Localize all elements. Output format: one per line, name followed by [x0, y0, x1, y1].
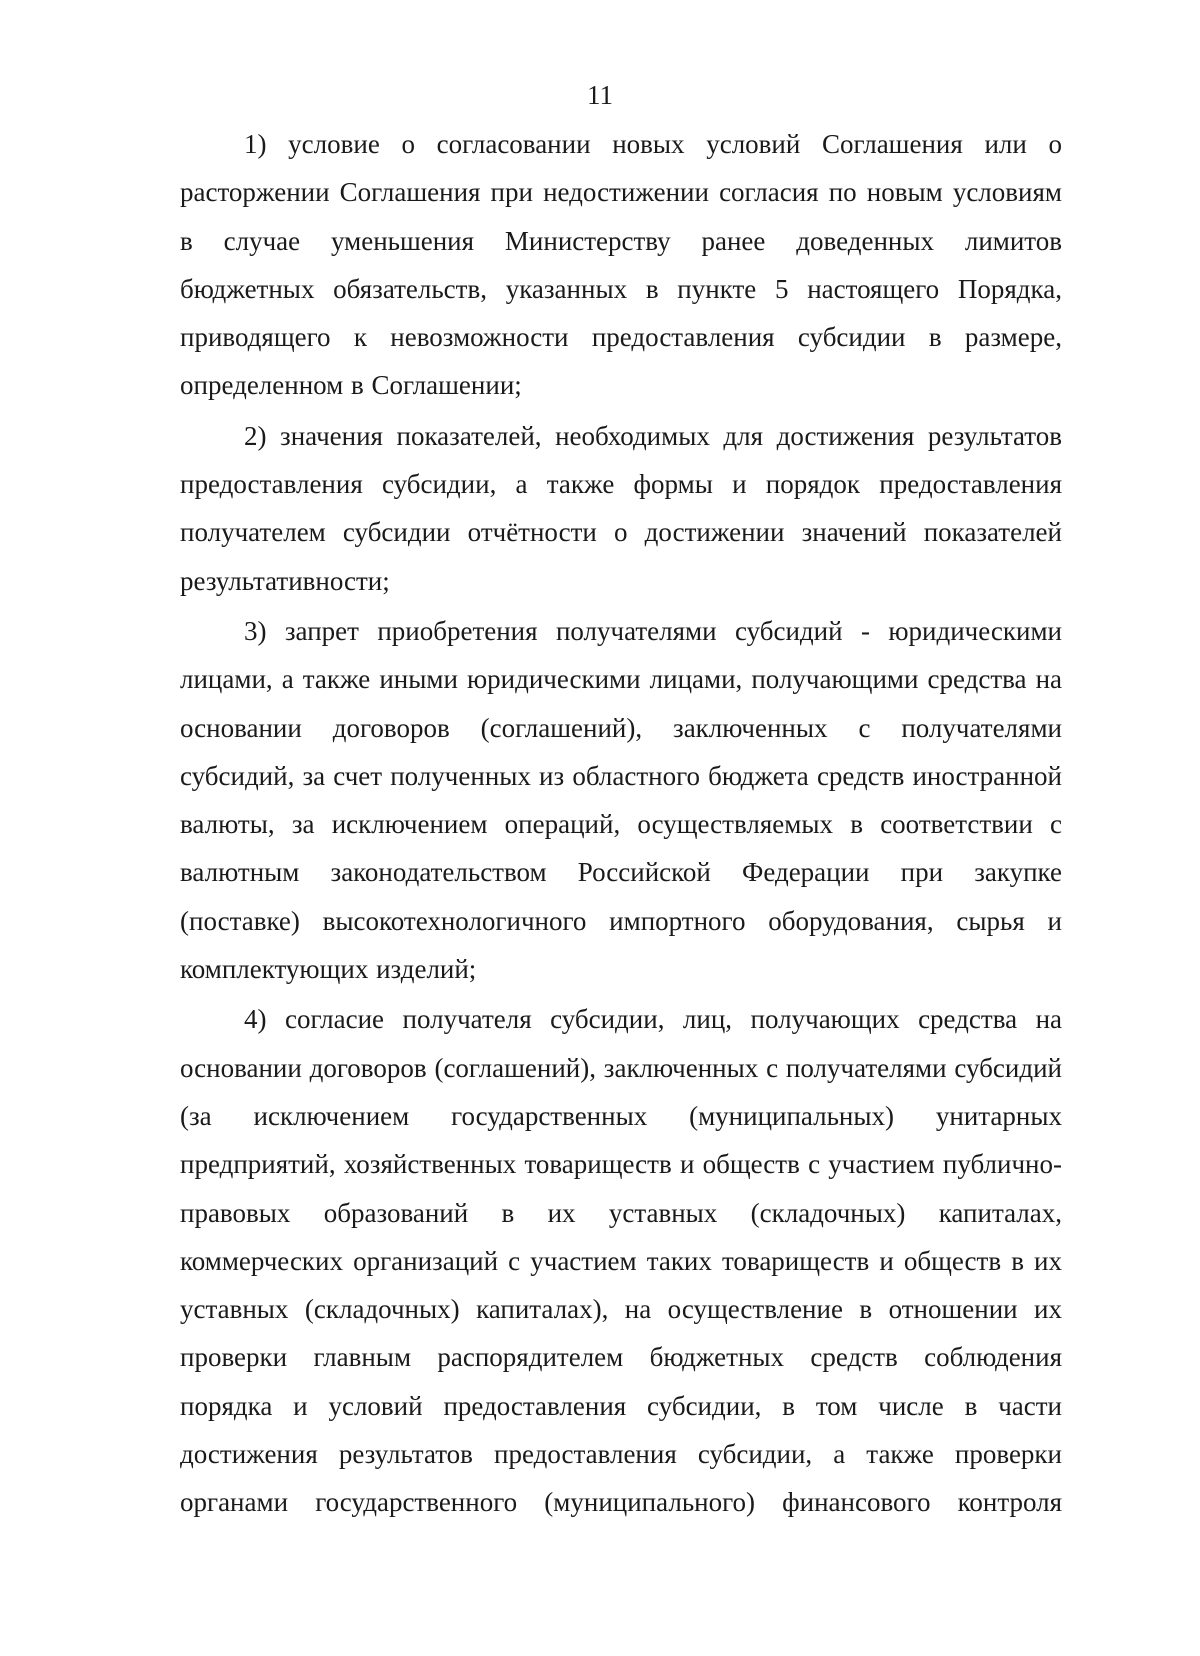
document-body	[180, 120, 1062, 1529]
paragraph-item-3: 3) запрет приобретения получателями субсидий - юридическими лицами, а также иными юридическими лицами, получающими средства на основании договоров (соглашений), заключенных с получателями субсидий, за счет полученных из областного бюджета средств иностранной валюты, за исключением операций, осуществляемых в соответствии с валютным законодательством Российской Федерации при закупке (поставке) высокотехнологичного импортного оборудования, сырья и комплектующих изделий;	[180, 615, 1062, 985]
paragraph-item-4: 4) согласие получателя субсидии, лиц, получающих средства на основании договоров (соглашений), заключенных с получателями субсидий (за исключением государственных (муниципальных) унитарных предприятий, хозяйственных товариществ и обществ с участием публично-правовых образований в их уставных (складочных) капиталах, коммерческих организаций с участием таких товариществ и обществ в их уставных (складочных) капиталах), на осуществление в отношении их проверки главным распорядителем бюджетных средств соблюдения порядка и условий предоставления субсидии, в том числе в части достижения результатов предоставления субсидии, а также проверки органами государственного (муниципального) финансового контроля	[180, 1004, 1062, 1518]
paragraph-item-1: 1) условие о согласовании новых условий Соглашения или о расторжении Соглашения при недостижении согласия по новым условиям в случае уменьшения Министерству ранее доведенных лимитов бюджетных обязательств, указанных в пункте 5 настоящего Порядка, приводящего к невозможности предоставления субсидии в размере, определенном в Соглашении;	[180, 129, 1062, 401]
paragraph-item-2: 2) значения показателей, необходимых для достижения результатов предоставления субсидии, а также формы и порядок предоставления получателем субсидии отчётности о достижении значений показателей результативности;	[180, 420, 1062, 596]
page-number: 11	[587, 80, 613, 110]
